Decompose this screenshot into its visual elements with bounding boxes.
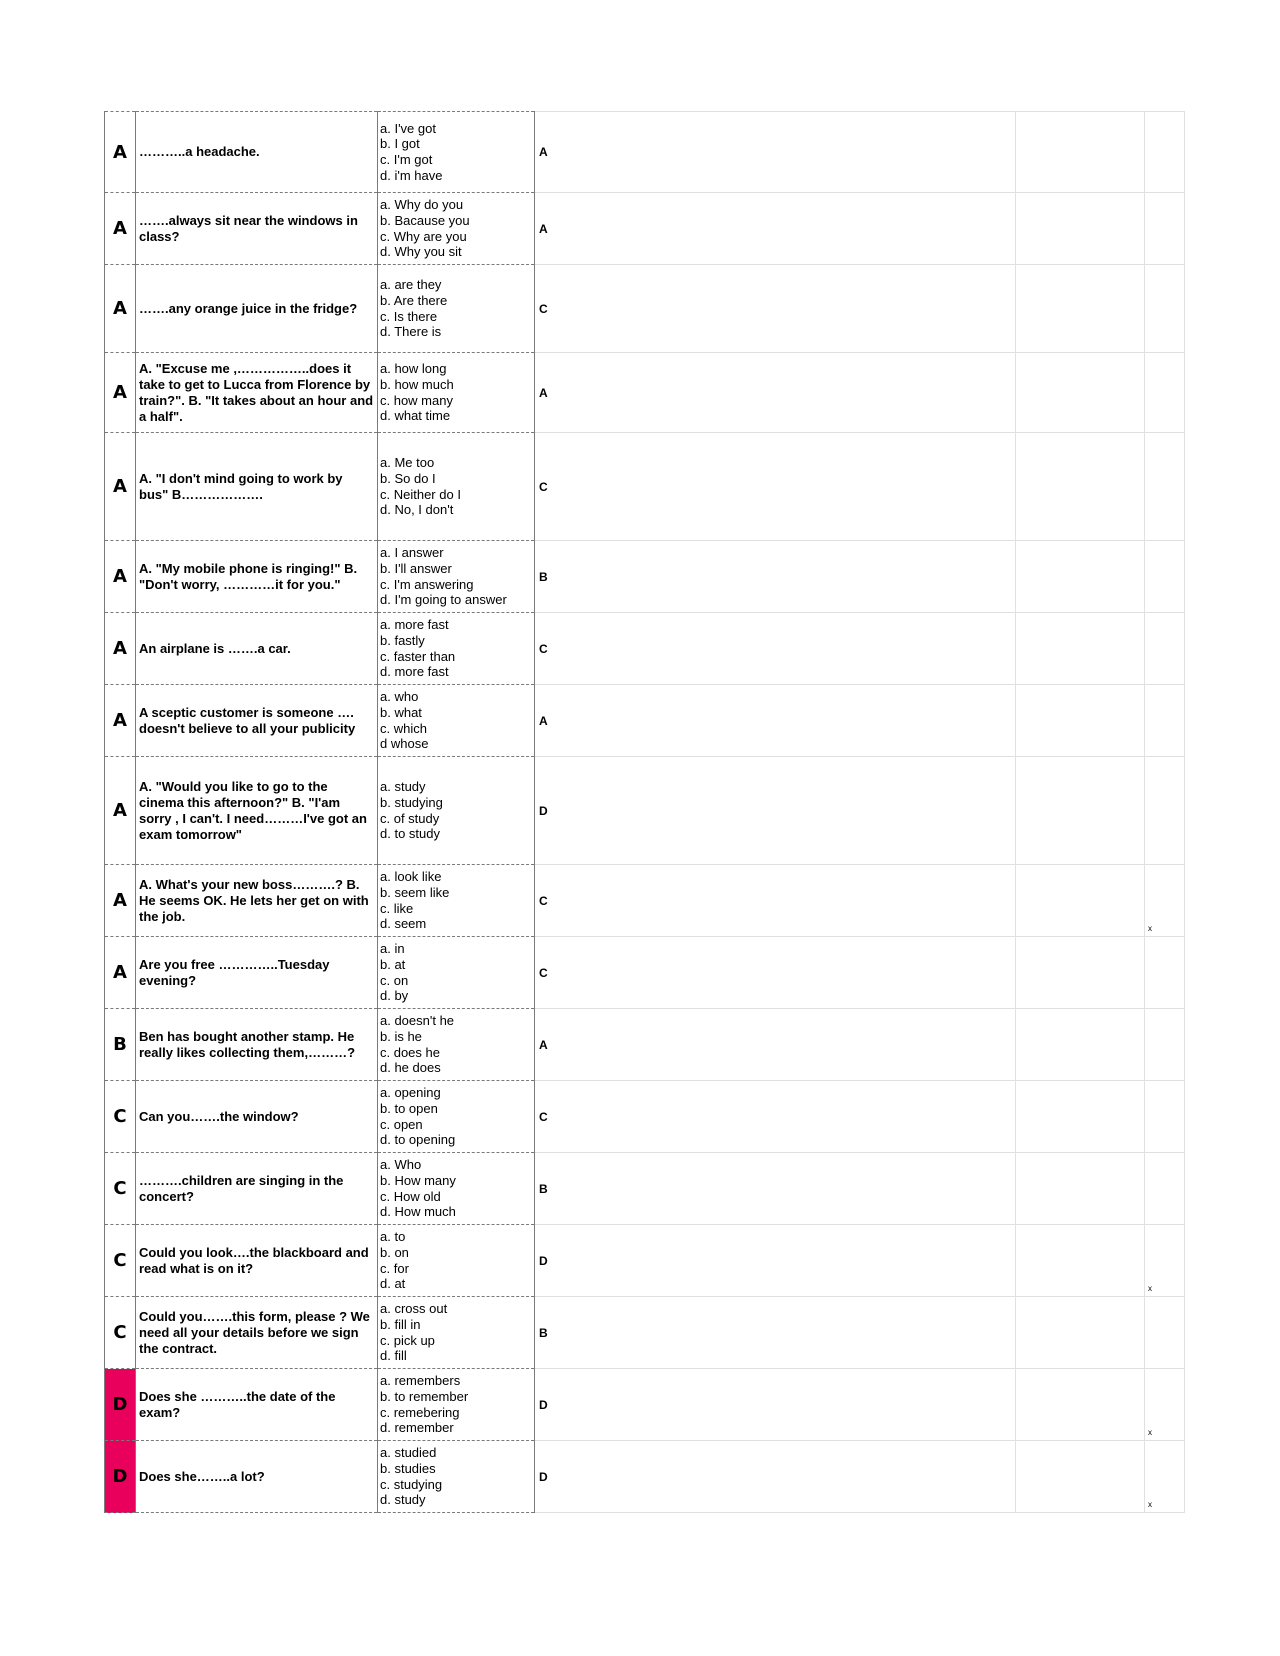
option-item: c. for xyxy=(380,1260,409,1276)
level-cell: A xyxy=(105,937,136,1009)
option-item: c. Is there xyxy=(380,308,438,324)
level-cell: A xyxy=(105,193,136,265)
question-text: A. "Would you like to go to the cinema this afternoon?" B. "I'am sorry , I can't. I need………I've got an exam tomorrow" xyxy=(136,757,378,865)
level-cell: B xyxy=(105,1009,136,1081)
question-row xyxy=(105,1009,1185,1081)
answer-key: A xyxy=(535,353,1016,433)
mark-cell xyxy=(1145,353,1185,433)
answer-key: D xyxy=(535,1225,1016,1297)
empty-cell xyxy=(1016,1225,1145,1297)
option-item: d. fill xyxy=(380,1348,407,1364)
mark-cell xyxy=(1145,193,1185,265)
option-item: d. he does xyxy=(380,1060,441,1076)
mark-cell xyxy=(1145,757,1185,865)
option-item: c. how many xyxy=(380,392,453,408)
option-item: b. to remember xyxy=(380,1388,469,1404)
question-row xyxy=(105,265,1185,353)
option-item: d. There is xyxy=(380,324,442,340)
option-item: c. How old xyxy=(380,1188,441,1204)
mark-cell xyxy=(1145,1081,1185,1153)
level-cell: A xyxy=(105,112,136,193)
answer-key: C xyxy=(535,433,1016,541)
mark-cell xyxy=(1145,865,1185,937)
answer-key: D xyxy=(535,1369,1016,1441)
option-item: a. study xyxy=(380,779,426,795)
mark-cell xyxy=(1145,613,1185,685)
option-item: c. remebering xyxy=(380,1404,460,1420)
answer-key: B xyxy=(535,1153,1016,1225)
option-item: d whose xyxy=(380,736,429,752)
empty-cell xyxy=(1016,112,1145,193)
option-item: a. I answer xyxy=(380,545,444,561)
option-item: d. How much xyxy=(380,1204,456,1220)
question-row xyxy=(105,1225,1185,1297)
option-item: a. Why do you xyxy=(380,197,464,213)
options-cell xyxy=(378,112,535,193)
question-text: A. "Excuse me ,……………..does it take to get to Lucca from Florence by train?". B. "It takes about an hour and a half". xyxy=(136,353,378,433)
option-item: c. open xyxy=(380,1116,423,1132)
option-item: a. who xyxy=(380,689,419,705)
level-cell: C xyxy=(105,1153,136,1225)
option-item: c. does he xyxy=(380,1044,440,1060)
question-text: A sceptic customer is someone …. doesn't believe to all your publicity xyxy=(136,685,378,757)
empty-cell xyxy=(1016,1081,1145,1153)
question-text: Does she……..a lot? xyxy=(136,1441,378,1513)
option-item: c. which xyxy=(380,720,427,736)
option-item: a. look like xyxy=(380,869,442,885)
empty-cell xyxy=(1016,865,1145,937)
options-cell xyxy=(378,937,535,1009)
option-item: a. how long xyxy=(380,361,447,377)
options-cell xyxy=(378,193,535,265)
option-item: a. cross out xyxy=(380,1301,448,1317)
question-text: Ben has bought another stamp. He really likes collecting them,………? xyxy=(136,1009,378,1081)
empty-cell xyxy=(1016,1153,1145,1225)
option-item: a. in xyxy=(380,941,405,957)
mark-cell xyxy=(1145,1369,1185,1441)
answer-key: C xyxy=(535,265,1016,353)
options-cell xyxy=(378,1081,535,1153)
option-item: a. Who xyxy=(380,1157,422,1173)
mark-cell xyxy=(1145,1153,1185,1225)
option-item: a. Me too xyxy=(380,455,435,471)
options-cell xyxy=(378,433,535,541)
empty-cell xyxy=(1016,1009,1145,1081)
level-cell: A xyxy=(105,757,136,865)
question-row xyxy=(105,685,1185,757)
question-row xyxy=(105,1369,1185,1441)
option-item: a. more fast xyxy=(380,617,449,633)
question-row xyxy=(105,1153,1185,1225)
option-item: a. opening xyxy=(380,1085,441,1101)
answer-key: A xyxy=(535,193,1016,265)
options-cell xyxy=(378,265,535,353)
question-row xyxy=(105,433,1185,541)
empty-cell xyxy=(1016,193,1145,265)
option-item: b. to open xyxy=(380,1100,438,1116)
options-cell xyxy=(378,865,535,937)
question-text: Could you look….the blackboard and read what is on it? xyxy=(136,1225,378,1297)
mark-text: x xyxy=(1148,1500,1152,1509)
empty-cell xyxy=(1016,1297,1145,1369)
question-text: …….always sit near the windows in class? xyxy=(136,193,378,265)
mark-cell xyxy=(1145,1441,1185,1513)
empty-cell xyxy=(1016,1369,1145,1441)
level-cell: A xyxy=(105,541,136,613)
question-row xyxy=(105,353,1185,433)
option-item: d. seem xyxy=(380,916,427,932)
options-cell xyxy=(378,1441,535,1513)
question-text: A. "I don't mind going to work by bus" B………………. xyxy=(136,433,378,541)
option-item: a. doesn't he xyxy=(380,1013,455,1029)
level-cell: A xyxy=(105,613,136,685)
option-item: d. No, I don't xyxy=(380,502,454,518)
option-item: b. Are there xyxy=(380,292,448,308)
empty-cell xyxy=(1016,541,1145,613)
question-row xyxy=(105,1297,1185,1369)
empty-cell xyxy=(1016,613,1145,685)
question-row xyxy=(105,937,1185,1009)
option-item: a. studied xyxy=(380,1445,437,1461)
answer-key: B xyxy=(535,1297,1016,1369)
options-cell xyxy=(378,1369,535,1441)
answer-key: C xyxy=(535,613,1016,685)
option-item: b. fastly xyxy=(380,632,425,648)
question-text: …….any orange juice in the fridge? xyxy=(136,265,378,353)
options-cell xyxy=(378,1153,535,1225)
empty-cell xyxy=(1016,1441,1145,1513)
option-item: b. fill in xyxy=(380,1316,421,1332)
question-text: Are you free …………..Tuesday evening? xyxy=(136,937,378,1009)
option-item: b. at xyxy=(380,956,406,972)
option-item: b. I'll answer xyxy=(380,560,452,576)
level-cell: A xyxy=(105,265,136,353)
level-cell: C xyxy=(105,1297,136,1369)
option-item: d. remember xyxy=(380,1420,454,1436)
option-item: b. Bacause you xyxy=(380,212,470,228)
answer-key: B xyxy=(535,541,1016,613)
mark-cell xyxy=(1145,937,1185,1009)
mark-cell xyxy=(1145,541,1185,613)
option-item: c. studying xyxy=(380,1476,443,1492)
mark-cell xyxy=(1145,265,1185,353)
option-item: a. to xyxy=(380,1229,406,1245)
option-item: b. on xyxy=(380,1244,409,1260)
question-row xyxy=(105,541,1185,613)
option-item: d. to opening xyxy=(380,1132,456,1148)
option-item: b. what xyxy=(380,704,422,720)
level-cell: C xyxy=(105,1225,136,1297)
answer-key: C xyxy=(535,1081,1016,1153)
question-text: A. What's your new boss……….? B. He seems OK. He lets her get on with the job. xyxy=(136,865,378,937)
question-text: ……….children are singing in the concert? xyxy=(136,1153,378,1225)
mark-cell xyxy=(1145,1225,1185,1297)
option-item: c. on xyxy=(380,972,409,988)
option-item: c. I'm answering xyxy=(380,576,474,592)
option-item: b. So do I xyxy=(380,470,436,486)
level-cell: A xyxy=(105,685,136,757)
options-cell xyxy=(378,685,535,757)
question-text: An airplane is …….a car. xyxy=(136,613,378,685)
mark-cell xyxy=(1145,433,1185,541)
option-item: d. what time xyxy=(380,408,451,424)
option-item: a. I've got xyxy=(380,120,436,136)
option-item: c. like xyxy=(380,900,414,916)
level-cell: D xyxy=(105,1441,136,1513)
level-cell: A xyxy=(105,433,136,541)
question-row xyxy=(105,1441,1185,1513)
mark-cell xyxy=(1145,112,1185,193)
question-row xyxy=(105,193,1185,265)
option-item: c. faster than xyxy=(380,648,456,664)
option-item: d. Why you sit xyxy=(380,244,462,260)
option-item: d. by xyxy=(380,988,409,1004)
empty-cell xyxy=(1016,353,1145,433)
question-row xyxy=(105,865,1185,937)
options-cell xyxy=(378,1009,535,1081)
question-row xyxy=(105,757,1185,865)
options-cell xyxy=(378,1225,535,1297)
quiz-table xyxy=(104,111,1185,1513)
option-item: c. Neither do I xyxy=(380,486,461,502)
option-item: d. to study xyxy=(380,826,440,842)
mark-text: x xyxy=(1148,1428,1152,1437)
option-item: b. studying xyxy=(380,794,443,810)
empty-cell xyxy=(1016,265,1145,353)
option-item: d. i'm have xyxy=(380,167,443,183)
options-cell xyxy=(378,1297,535,1369)
question-row xyxy=(105,1081,1185,1153)
answer-key: D xyxy=(535,1441,1016,1513)
empty-cell xyxy=(1016,685,1145,757)
question-text: Can you…….the window? xyxy=(136,1081,378,1153)
option-item: c. of study xyxy=(380,810,440,826)
empty-cell xyxy=(1016,937,1145,1009)
option-item: d. I'm going to answer xyxy=(380,592,507,608)
question-text: Does she ………..the date of the exam? xyxy=(136,1369,378,1441)
mark-text: x xyxy=(1148,1284,1152,1293)
option-item: b. How many xyxy=(380,1172,456,1188)
level-cell: D xyxy=(105,1369,136,1441)
option-item: b. seem like xyxy=(380,884,450,900)
options-cell xyxy=(378,613,535,685)
mark-cell xyxy=(1145,685,1185,757)
option-item: c. pick up xyxy=(380,1332,435,1348)
option-item: a. are they xyxy=(380,277,442,293)
option-item: d. more fast xyxy=(380,664,449,680)
options-cell xyxy=(378,541,535,613)
question-text: A. "My mobile phone is ringing!" B. "Don't worry, …………it for you." xyxy=(136,541,378,613)
options-cell xyxy=(378,353,535,433)
option-item: a. remembers xyxy=(380,1373,461,1389)
mark-cell xyxy=(1145,1009,1185,1081)
option-item: c. I'm got xyxy=(380,152,433,167)
answer-key: A xyxy=(535,1009,1016,1081)
option-item: b. is he xyxy=(380,1028,422,1044)
options-cell xyxy=(378,757,535,865)
mark-text: x xyxy=(1148,924,1152,933)
empty-cell xyxy=(1016,433,1145,541)
level-cell: C xyxy=(105,1081,136,1153)
mark-cell xyxy=(1145,1297,1185,1369)
question-text: ………..a headache. xyxy=(136,112,378,193)
answer-key: C xyxy=(535,937,1016,1009)
question-row xyxy=(105,112,1185,193)
option-item: b. how much xyxy=(380,376,454,392)
option-item: b. studies xyxy=(380,1460,436,1476)
level-cell: A xyxy=(105,353,136,433)
question-row xyxy=(105,613,1185,685)
answer-key: D xyxy=(535,757,1016,865)
option-item: b. I got xyxy=(380,136,420,152)
answer-key: C xyxy=(535,865,1016,937)
option-item: d. at xyxy=(380,1276,406,1292)
option-item: c. Why are you xyxy=(380,228,467,244)
option-item: d. study xyxy=(380,1492,426,1508)
question-text: Could you…….this form, please ? We need all your details before we sign the contract. xyxy=(136,1297,378,1369)
answer-key: A xyxy=(535,112,1016,193)
answer-key: A xyxy=(535,685,1016,757)
empty-cell xyxy=(1016,757,1145,865)
level-cell: A xyxy=(105,865,136,937)
